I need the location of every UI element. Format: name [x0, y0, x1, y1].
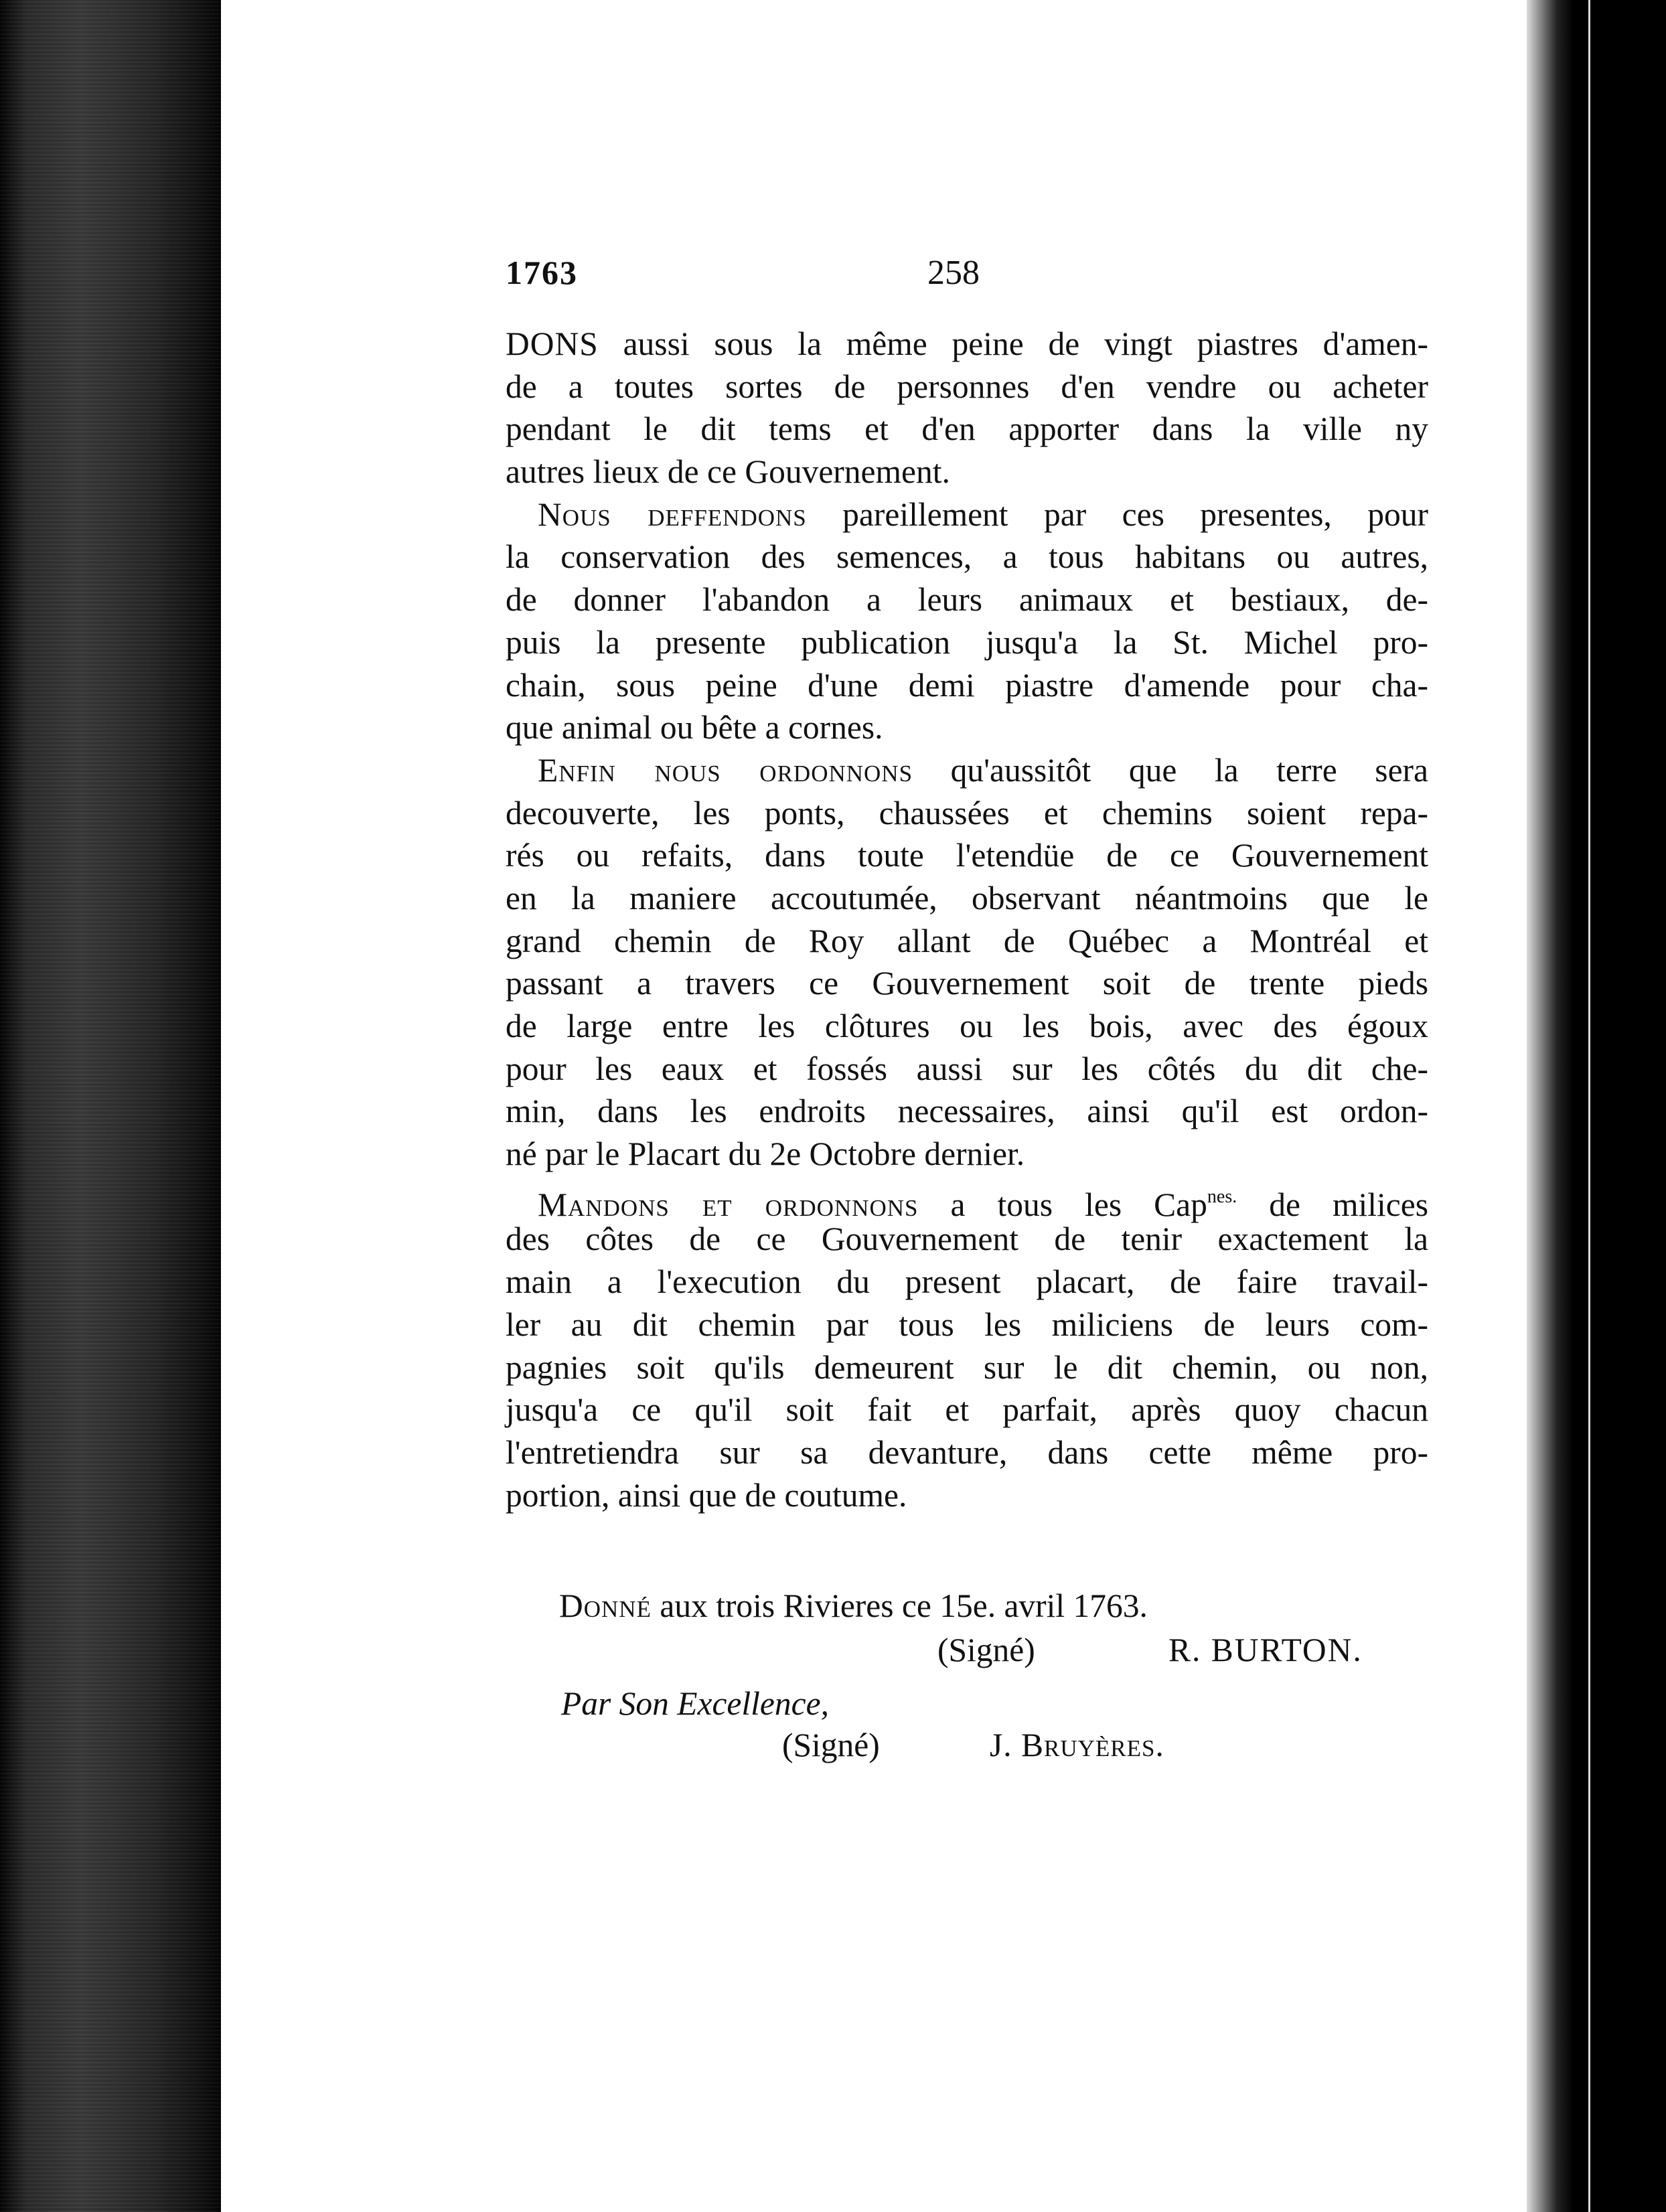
line-text: grand chemin de Roy allant de Québec a Montréal et [506, 922, 1428, 959]
given-line [559, 1587, 1148, 1625]
signature-label-2: (Signé) [782, 1727, 880, 1763]
line-text: autres lieux de ce Gouvernement. [506, 453, 950, 491]
text-line [506, 749, 1428, 792]
paragraph-lead: Enfin nous ordonnons [538, 751, 913, 789]
text-line [506, 1346, 1428, 1389]
text-line [506, 1090, 1428, 1133]
line-text: qu'aussitôt que la terre sera [913, 751, 1428, 789]
text-line [506, 1261, 1428, 1304]
text-line [506, 706, 1428, 749]
text-line [506, 1389, 1428, 1431]
given-text: aux trois Rivieres ce 15e. avril 1763. [651, 1587, 1148, 1624]
text-line [506, 1048, 1428, 1091]
line-text: pareillement par ces presentes, pour [806, 495, 1428, 533]
line-text: min, dans les endroits necessaires, ainsi qu'il est ordon- [506, 1093, 1428, 1130]
text-line [506, 323, 1428, 366]
line-text: aussi sous la même peine de vingt piastres d'amen- [598, 325, 1428, 362]
text-line [506, 621, 1428, 664]
line-text: né par le Placart du 2e Octobre dernier. [506, 1135, 1025, 1173]
line-text: pagnies soit qu'ils demeurent sur le dit chemin, ou non, [506, 1348, 1428, 1386]
text-line [506, 1005, 1428, 1048]
text-line [506, 1218, 1428, 1261]
text-line [506, 920, 1428, 963]
text-line [506, 1176, 1429, 1223]
text-line [506, 792, 1428, 835]
line-text: a tous les Cap [918, 1186, 1207, 1223]
line-text: la conservation des semences, a tous habitans ou autres, [506, 538, 1428, 576]
page-number: 258 [927, 254, 980, 292]
paragraph-lead: Nous deffendons [538, 495, 807, 533]
line-text: en la maniere accoutumée, observant néantmoins que le [506, 879, 1428, 917]
superscript-abbrev: nes. [1207, 1186, 1237, 1207]
text-line [506, 536, 1428, 578]
line-text: que animal ou bête a cornes. [506, 709, 883, 746]
by-order-line: Par Son Excellence, [561, 1685, 829, 1722]
text-line [506, 366, 1428, 408]
line-text: l'entretiendra sur sa devanture, dans cette même pro- [506, 1433, 1428, 1471]
header-year: 1763 [506, 254, 578, 291]
line-text: pendant le dit tems et d'en apporter dans la ville ny [506, 410, 1428, 448]
text-line [506, 408, 1428, 451]
line-text: de large entre les clôtures ou les bois, avec des égoux [506, 1008, 1428, 1044]
text-line [506, 578, 1428, 621]
text-line [506, 1431, 1428, 1474]
line-text: main a l'execution du present placart, de faire travail- [506, 1263, 1428, 1301]
facing-page-strip [1574, 0, 1666, 2212]
line-text: de donner l'abandon a leurs animaux et bestiaux, de- [506, 581, 1428, 619]
signer-burton: R. BURTON. [1168, 1632, 1363, 1668]
line-text: portion, ainsi que de coutume. [506, 1476, 907, 1514]
line-text: ler au dit chemin par tous les miliciens de leurs com- [506, 1306, 1428, 1343]
line-text: passant a travers ce Gouvernement soit de trente pieds [506, 965, 1428, 1002]
text-line [506, 1474, 1428, 1517]
line-text: pour les eaux et fossés aussi sur les côtés du dit che- [506, 1050, 1428, 1087]
line-text: jusqu'a ce qu'il soit fait et parfait, après quoy chacun [506, 1391, 1428, 1429]
text-line [506, 1133, 1428, 1176]
page-right-edge [1527, 0, 1574, 2212]
line-text-continued: de milices [1237, 1186, 1429, 1223]
line-text: de a toutes sortes de personnes d'en vendre ou acheter [506, 368, 1428, 405]
text-line [506, 834, 1428, 877]
paragraph-lead: DONS [506, 325, 599, 362]
book-gutter [0, 0, 221, 2212]
running-header [506, 253, 1416, 300]
signature-label-1: (Signé) [937, 1632, 1035, 1668]
text-line [506, 962, 1428, 1005]
text-line [506, 877, 1428, 920]
text-line [506, 664, 1428, 707]
text-line [506, 493, 1428, 536]
line-text: rés ou refaits, dans toute l'etendüe de ce Gouvernement [506, 837, 1428, 874]
proclamation-text [506, 323, 1428, 1516]
given-lead: Donné [559, 1587, 652, 1624]
line-text: decouverte, les ponts, chaussées et chemins soient repa- [506, 794, 1428, 832]
paragraph-lead: Mandons et ordonnons [538, 1186, 919, 1223]
text-line [506, 1304, 1428, 1346]
line-text: puis la presente publication jusqu'a la St. Michel pro- [506, 623, 1428, 661]
line-text: des côtes de ce Gouvernement de tenir exactement la [506, 1220, 1428, 1258]
text-line [506, 451, 1428, 493]
signer-bruyeres: J. Bruyères. [990, 1727, 1164, 1763]
line-text: chain, sous peine d'une demi piastre d'amende pour cha- [506, 666, 1428, 704]
